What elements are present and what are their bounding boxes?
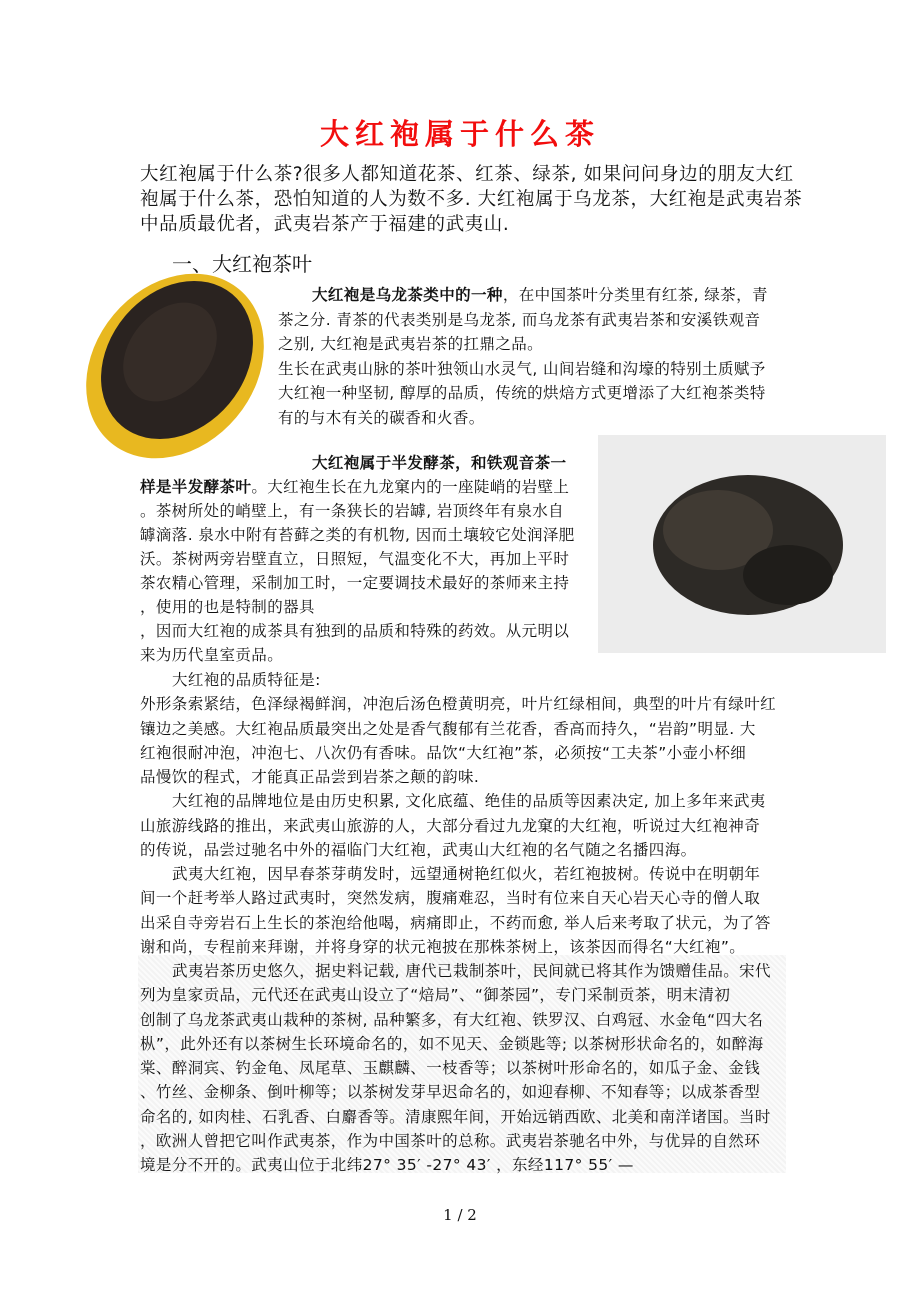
- bold-text: 大红袍属于半发酵茶，和铁观音茶一: [312, 454, 567, 472]
- line-text: 棠、醉洞宾、钓金龟、凤尾草、玉麒麟、一枝香等；以茶树叶形命名的，如瓜子金、金钱: [140, 1059, 761, 1077]
- text-line: [140, 1056, 760, 1078]
- line-text: 镶边之美感。大红袍品质最突出之处是香气馥郁有兰花香，香高而持久，“岩韵”明显. 大: [140, 719, 756, 738]
- text-line: [140, 814, 760, 836]
- dry-tea-leaves-image: [598, 435, 886, 653]
- text-line: [140, 1008, 763, 1030]
- text-line: [278, 406, 485, 428]
- text-line: [140, 983, 730, 1005]
- text-line: [140, 643, 283, 665]
- text-line: 袍属于什么茶，恐怕知道的人为数不多. 大红袍属于乌龙茶，大红袍是武夷岩茶: [140, 189, 803, 210]
- line-text: 谢和尚，专程前来拜谢，并将身穿的状元袍披在那株茶树上，该茶因而得名“大红袍”。: [140, 937, 746, 956]
- line-text: 罅滴落. 泉水中附有苔藓之类的有机物, 因而土壤较它处润泽肥: [140, 526, 575, 544]
- text-line: [140, 1080, 760, 1102]
- text-line: 中品质最优者，武夷岩茶产于福建的武夷山.: [140, 214, 510, 235]
- text-line: [140, 692, 776, 714]
- line-text: 茶农精心管理，采制加工时，一定要调技术最好的茶师来主持: [140, 574, 570, 592]
- text-line: [140, 717, 756, 739]
- page-number: 1 / 2: [443, 1206, 477, 1224]
- text-line: [278, 381, 766, 403]
- text-line: [140, 935, 745, 957]
- section-heading: 一、大红袍茶叶: [172, 252, 312, 276]
- text-line: [140, 1105, 771, 1127]
- line-text: 命名的, 如肉桂、石乳香、白麝香等。清康熙年间，开始远销西欧、北美和南洋诸国。当时: [140, 1107, 771, 1126]
- text-line: [312, 283, 768, 305]
- text-line: [278, 357, 766, 379]
- text-line: 大红袍属于什么茶?很多人都知道花茶、红茶、绿茶, 如果问问身边的朋友大红: [140, 164, 794, 185]
- text-line: [140, 619, 569, 641]
- text-line: [140, 499, 564, 521]
- line-text: 武夷岩茶历史悠久，据史料记载, 唐代已栽制茶叶，民间就已将其作为馈赠佳品。宋代: [172, 962, 771, 980]
- line-text: 出采自寺旁岩石上生长的茶泡给他喝，病痛即止，不药而愈, 举人后来考取了状元，为了答: [140, 913, 771, 932]
- text-line: [140, 571, 569, 593]
- line-text: 沃。茶树两旁岩壁直立，日照短，气温变化不大，再加上平时: [140, 550, 570, 568]
- text-line: [140, 1153, 634, 1175]
- line-text: 茶之分. 青茶的代表类别是乌龙茶, 而乌龙茶有武夷岩茶和安溪铁观音: [278, 310, 761, 329]
- line-text: 外形条索紧结，色泽绿褐鲜润，冲泡后汤色橙黄明亮，叶片红绿相间，典型的叶片有绿叶红: [140, 695, 777, 714]
- line-text: 之别, 大红袍是武夷岩茶的扛鼎之品。: [278, 335, 544, 354]
- line-text: 境是分不开的。武夷山位于北纬27° 35′ -27° 43′ ，东经117° 55′ —: [140, 1156, 634, 1174]
- text-line: [140, 911, 771, 933]
- line-text: 枞”，此外还有以茶树生长环境命名的，如不见天、金锁匙等; 以茶树形状命名的，如醉海: [140, 1034, 764, 1053]
- line-text: ，因而大红袍的成茶具有独到的品质和特殊的药效。从元明以: [140, 622, 570, 640]
- text-line: [172, 668, 321, 690]
- text-line: [140, 475, 569, 497]
- tea-leaves-tray-image: [80, 262, 270, 470]
- line-text: 、竹丝、金柳条、倒叶柳等；以茶树发芽早迟命名的，如迎春柳、不知春等；以成茶香型: [140, 1083, 761, 1102]
- text-line: [140, 838, 697, 860]
- line-text: 创制了乌龙茶武夷山栽种的茶树, 品种繁多，有大红袍、铁罗汉、白鸡冠、水金龟“四大名: [140, 1010, 764, 1029]
- line-text: 。茶树所处的峭壁上，有一条狭长的岩罅, 岩顶终年有泉水自: [140, 502, 565, 520]
- text-line: [172, 789, 766, 811]
- text-line: [278, 332, 543, 354]
- text-line: [172, 862, 760, 884]
- line-text: 间一个赶考举人路过武夷时，突然发病，腹痛难忍，当时有位来自天心岩天心寺的僧人取: [140, 889, 761, 908]
- line-text: 红袍很耐冲泡，冲泡七、八次仍有香味。品饮“大红袍”茶，必须按“工夫茶”小壶小杯细: [140, 743, 747, 762]
- line-text: 生长在武夷山脉的茶叶独领山水灵气, 山间岩缝和沟壕的特别土质赋予: [278, 359, 766, 378]
- line-text: 大红袍一种坚韧, 醇厚的品质，传统的烘焙方式更增添了大红袍茶类特: [278, 384, 766, 403]
- line-text: ，使用的也是特制的器具: [140, 598, 315, 616]
- line-text: 来为历代皇室贡品。: [140, 646, 284, 664]
- line-text: 大红袍的品质特征是:: [172, 671, 321, 689]
- text-line: [140, 523, 575, 545]
- text-line: [140, 595, 315, 617]
- text-line: [140, 886, 760, 908]
- line-text: ，在中国茶叶分类里有红茶, 绿茶，青: [502, 286, 768, 304]
- text-line: [172, 959, 771, 981]
- bold-text: 样是半发酵茶叶: [140, 478, 252, 496]
- text-line: [278, 308, 760, 330]
- text-line: [140, 1032, 764, 1054]
- line-text: 大红袍的品牌地位是由历史积累, 文化底蕴、绝佳的品质等因素决定, 加上多年来武夷: [172, 792, 766, 811]
- line-text: 。大红袍生长在九龙窠内的一座陡峭的岩壁上: [251, 478, 570, 496]
- document-title: 大红袍属于什么茶: [319, 117, 600, 151]
- line-text: 品慢饮的程式，才能真正品尝到岩茶之颠的韵味.: [140, 768, 480, 786]
- text-line: [140, 765, 479, 787]
- text-line: [140, 547, 569, 569]
- line-text: 武夷大红袍，因早春茶芽萌发时，远望通树艳红似火，若红袍披树。传说中在明朝年: [172, 865, 761, 883]
- line-text: 的传说，品尝过驰名中外的福临门大红袍，武夷山大红袍的名气随之名播四海。: [140, 840, 697, 859]
- line-text: ，欧洲人曾把它叫作武夷茶，作为中国茶叶的总称。武夷岩茶驰名中外，与优异的自然环: [140, 1131, 761, 1150]
- line-text: 列为皇家贡品，元代还在武夷山设立了“焙局”、“御茶园”，专门采制贡茶，明末清初: [140, 986, 731, 1005]
- text-line: [140, 1129, 760, 1151]
- text-line: [312, 451, 566, 473]
- text-line: [140, 741, 746, 763]
- line-text: 有的与木有关的碳香和火香。: [278, 409, 485, 427]
- line-text: 山旅游线路的推出，来武夷山旅游的人，大部分看过九龙窠的大红袍，听说过大红袍神奇: [140, 816, 761, 835]
- bold-text: 大红袍是乌龙茶类中的一种: [312, 286, 503, 304]
